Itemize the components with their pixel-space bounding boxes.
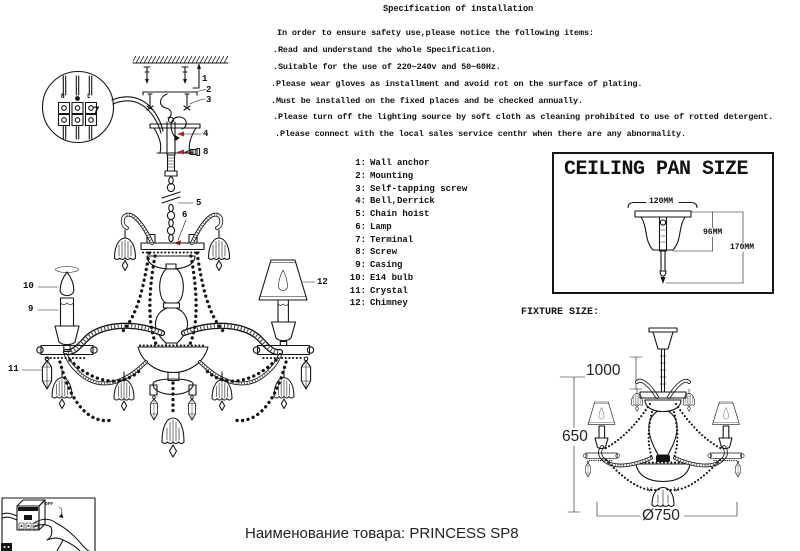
main-arms	[66, 326, 280, 384]
callout-4: 4	[203, 129, 209, 139]
fixture-chimney-shade	[588, 402, 615, 424]
instruction-item: .Please turn off the lighting source by soft cloth as cleaning prohibited to use of rotted detergent.	[273, 112, 774, 122]
callout-1-arrow	[193, 63, 201, 88]
parts-list-item: 9: Casing	[355, 260, 403, 270]
callout-12: 12	[317, 277, 328, 287]
crystal-drop	[301, 357, 310, 389]
fixture-diameter-dimension: Ø750	[642, 507, 680, 524]
fixture-drop-dimension: 1000	[586, 362, 621, 379]
parts-list-item: 1: Wall anchor	[355, 158, 430, 168]
crystal-drop	[736, 461, 741, 477]
fixture-drawing	[595, 328, 732, 515]
callout-1: 1	[202, 74, 208, 84]
parts-list-item: 4: Bell,Derrick	[355, 196, 435, 207]
page-title: Specification of installation	[383, 4, 534, 14]
instruction-item: .Please connect with the local sales service centhr when there are any abnormality.	[275, 129, 686, 139]
instruction-item: .Read and understand the whole Specification.	[273, 45, 496, 55]
callout-3: 3	[206, 95, 212, 105]
parts-list-item: 10: E14 bulb	[349, 272, 414, 283]
chimney-shade-right	[259, 260, 307, 300]
bell-pendant	[209, 230, 230, 271]
callout-4-leader	[177, 132, 201, 137]
callout-11: 11	[8, 364, 19, 374]
ceiling	[133, 56, 228, 63]
callout-6-leader	[174, 220, 186, 246]
wall-anchors	[144, 67, 188, 84]
fixture-size-label: FIXTURE SIZE:	[521, 307, 600, 318]
fixture-shade-left	[595, 426, 608, 449]
parts-list-item: 5: Chain hoist	[355, 209, 430, 219]
parts-list-item: 7: Terminal	[355, 234, 414, 245]
callout-6: 6	[182, 210, 188, 220]
parts-list-item: 11: Crystal	[349, 285, 408, 296]
center-column	[138, 256, 208, 415]
callout-8: 8	[203, 147, 209, 157]
parts-list-item: 6: Lamp	[355, 221, 392, 232]
pan-width-dimension: 120MM	[649, 197, 674, 206]
crystal-drop	[42, 357, 51, 389]
fixture-height-dimension: 650	[562, 428, 588, 445]
callout-7: 7	[93, 106, 100, 118]
crystal-drop	[151, 396, 158, 420]
crystal-drop	[189, 396, 196, 420]
fixture-chimney-shade	[713, 402, 740, 424]
parts-list-item: 12: Chimney	[349, 298, 408, 309]
pan-total-height-dimension: 170MM	[730, 243, 755, 252]
instruction-item: .Please wear gloves as installment and avoid rot on the surface of plating.	[271, 79, 643, 89]
callout-8-screw	[177, 149, 200, 156]
callout-9: 9	[28, 304, 34, 314]
parts-list	[338, 157, 467, 310]
candle-left	[55, 267, 79, 352]
parts-list-item: 8: Screw	[355, 247, 398, 258]
instruction-item: .Suitable for the use of 220~240v and 50~60Hz.	[273, 62, 501, 72]
terminal-inset	[43, 72, 114, 143]
candle-right	[272, 300, 296, 346]
terminal-live-label: L	[87, 93, 91, 100]
ceiling-pan-title: CEILING PAN SIZE	[564, 158, 749, 181]
fixture-shade-right	[719, 426, 732, 449]
callout-2: 2	[206, 85, 212, 95]
instruction-item: .Must be installed on the fixed places and be checked annually.	[271, 96, 583, 106]
ceiling-hook	[160, 94, 171, 118]
parts-list-item: 2: Mounting	[355, 170, 414, 181]
terminal-neutral-label: N	[61, 93, 65, 100]
arm-plate-right	[253, 346, 313, 359]
callout-5: 5	[196, 198, 202, 208]
chain-hoist	[162, 155, 193, 242]
bottom-bell-finial	[162, 418, 184, 457]
self-tapping-screws	[147, 94, 205, 110]
crystal-drop	[586, 461, 591, 477]
product-name-line: Наименование товара: PRINCESS SP8	[245, 525, 519, 542]
instructions-intro: In order to ensure safety use,please notice the following items:	[277, 28, 594, 38]
pan-height-dimension: 96MM	[703, 228, 723, 237]
bell-pendant	[115, 230, 136, 271]
callout-10: 10	[23, 281, 34, 291]
switch-off-label: OFF	[45, 502, 54, 507]
parts-list-item: 3: Self-tapping screw	[355, 183, 468, 194]
